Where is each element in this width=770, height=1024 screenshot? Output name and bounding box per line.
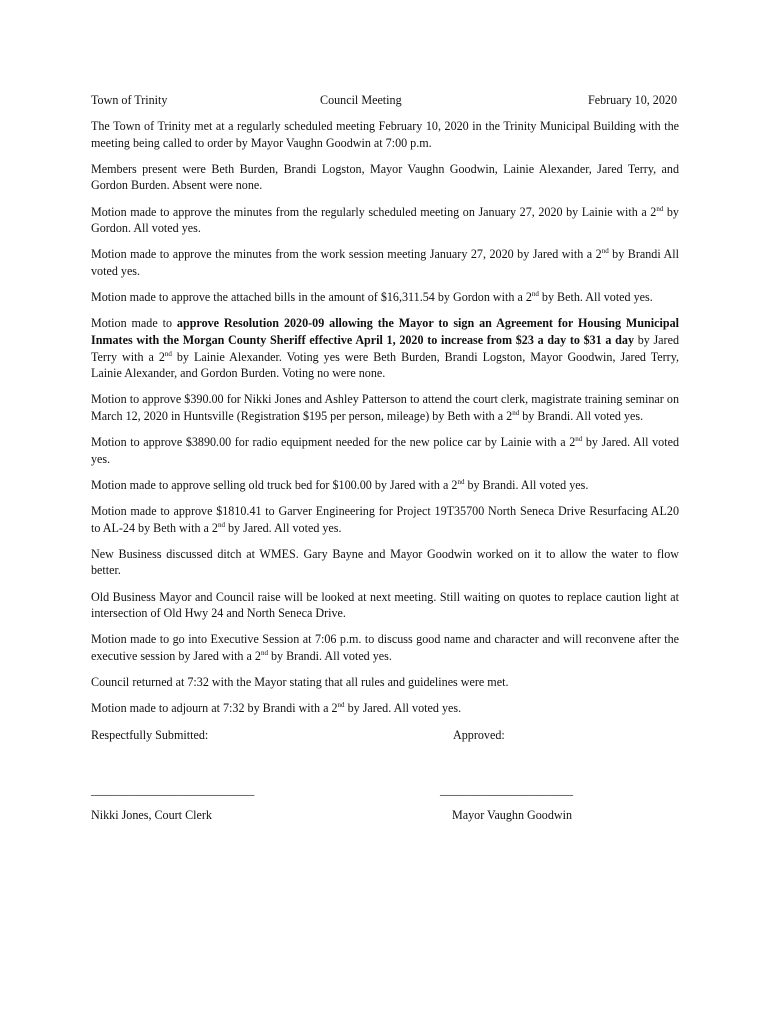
text: Motion made to approve selling old truck bed for $100.00 by Jared with a 2 (91, 477, 458, 492)
text: Motion made to approve the minutes from the work session meeting January 27, 2020 by Jared with a 2 (91, 247, 602, 262)
ordinal-suffix: nd (531, 290, 539, 299)
ordinal-suffix: nd (337, 701, 345, 710)
ordinal-suffix: nd (260, 648, 268, 657)
ordinal-suffix: nd (512, 408, 520, 417)
paragraph-call-to-order (91, 118, 679, 151)
paragraph-motion-minutes-work-session (91, 246, 679, 279)
paragraph-motion-resolution (91, 315, 679, 381)
text: Council returned at 7:32 with the Mayor stating that all rules and guidelines were met. (91, 675, 509, 690)
text: Motion to approve $390.00 for Nikki Jones and Ashley Patterson to attend the court clerk, magistrate training seminar on March 12, 2020 in Huntsville (Registration $195 per person, mileage) by Beth with a 2 (91, 392, 679, 423)
paragraph-motion-radio (91, 434, 679, 467)
paragraph-old-business (91, 589, 679, 622)
document-title: Council Meeting (320, 93, 402, 107)
text: Motion made to approve $1810.41 to Garver Engineering for Project 19T35700 North Seneca Drive Resurfacing AL20 to AL-24 by Beth with a 2 (91, 504, 679, 535)
paragraph-motion-truck-bed (91, 477, 679, 494)
ordinal-suffix: nd (575, 435, 583, 444)
text: New Business discussed ditch at WMES. Gary Bayne and Mayor Goodwin worked on it to allow the water to flow better. (91, 546, 679, 578)
text: by Brandi All voted yes. (91, 247, 679, 278)
clerk-signature-line: ___________________________ (91, 782, 255, 797)
text: by Gordon. All voted yes. (91, 204, 679, 236)
paragraph-executive-session (91, 631, 679, 664)
text: Motion made to approve the attached bills in the amount of $16,311.54 by Gordon with a 2 (91, 290, 532, 305)
paragraph-motion-bills (91, 289, 679, 306)
document-header (91, 92, 679, 109)
text: Old Business Mayor and Council raise will be looked at next meeting. Still waiting on quotes to replace caution light at intersection of Old Hwy 24 and North Seneca Drive. (91, 589, 679, 621)
text: by Jared Terry with a 2 (91, 332, 679, 364)
mayor-name: Mayor Vaughn Goodwin (452, 807, 573, 822)
text: by Jared. All voted yes. (91, 435, 679, 466)
text: by Jared. All voted yes. (344, 701, 462, 716)
ordinal-suffix: nd (164, 349, 172, 358)
ordinal-suffix: nd (601, 247, 609, 256)
text: Motion made to approve the minutes from the regularly scheduled meeting on January 27, 2020 by Lainie with a 2 (91, 204, 657, 219)
text: The Town of Trinity met at a regularly scheduled meeting February 10, 2020 in the Trinity Municipal Building with the meeting being called to order by Mayor Vaughn Goodwin at 7:00 p.m. (91, 119, 679, 150)
ordinal-suffix: nd (217, 520, 225, 529)
clerk-name: Nikki Jones, Court Clerk (91, 807, 212, 822)
meeting-date: February 10, 2020 (587, 93, 677, 107)
mayor-signature-line: ______________________ (440, 782, 574, 797)
paragraph-motion-minutes-regular (91, 204, 679, 237)
text: Members present were Beth Burden, Brandi Logston, Mayor Vaughn Goodwin, Lainie Alexander, Jared Terry, and Gordon Burden. Absent were none. (91, 161, 679, 193)
text: by Brandi. All voted yes. (519, 408, 644, 423)
resolution-text: approve Resolution 2020-09 allowing the Mayor to sign an Agreement for Housing Municipal Inmates with the Morgan County Sheriff effective April 1, 2020 to increase from $23 a day to $31 a day (91, 316, 679, 347)
text: by Brandi. All voted yes. (267, 648, 392, 663)
text: Motion to approve $3890.00 for radio equipment needed for the new police car by Lainie with a 2 (91, 435, 576, 450)
approved-label: Approved: (453, 727, 505, 742)
text: by Jared. All voted yes. (224, 520, 342, 535)
paragraph-new-business (91, 546, 679, 579)
minutes-page (91, 92, 679, 824)
signature-names-row (91, 807, 679, 824)
paragraph-council-returned (91, 674, 679, 691)
ordinal-suffix: nd (656, 204, 664, 213)
signature-lines-row (91, 782, 679, 799)
signature-labels-row (91, 727, 679, 744)
text: Motion made to (91, 316, 177, 331)
paragraph-motion-engineering (91, 503, 679, 536)
town-name: Town of Trinity (91, 93, 168, 107)
text: Motion made to go into Executive Session at 7:06 p.m. to discuss good name and character and will reconvene after the executive session by Jared with a 2 (91, 632, 679, 663)
text: by Lainie Alexander. Voting yes were Beth Burden, Brandi Logston, Mayor Goodwin, Jared Terry, Lainie Alexander, and Gordon Burden. Voting no were none. (91, 349, 679, 381)
text: by Brandi. All voted yes. (464, 477, 589, 492)
paragraph-motion-adjourn (91, 700, 679, 717)
ordinal-suffix: nd (457, 477, 465, 486)
text: Motion made to adjourn at 7:32 by Brandi with a 2 (91, 701, 338, 716)
paragraph-motion-training (91, 391, 679, 424)
submitted-label: Respectfully Submitted: (91, 727, 209, 742)
paragraph-members-present (91, 161, 679, 194)
text: by Beth. All voted yes. (538, 290, 653, 305)
